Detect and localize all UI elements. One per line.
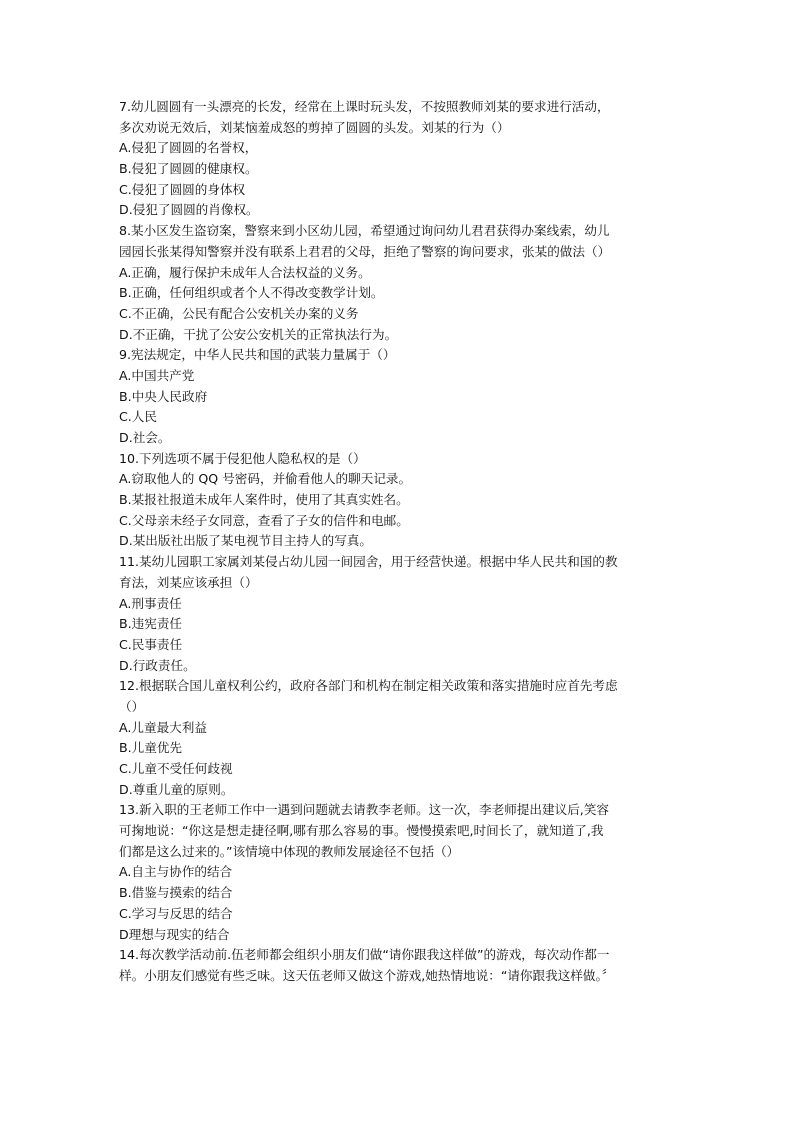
answer-option: B.违宪责任 [119,616,183,632]
question-stem-line: 8.某小区发生盗窃案，警察来到小区幼儿园，希望通过询问幼儿君君获得办案线索，幼儿 [119,223,610,239]
question-stem-line: 12.根据联合国儿童权利公约，政府各部门和机构在制定相关政策和落实措施时应首先考虑 [119,678,618,694]
question-stem-line: 13.新入职的王老师工作中一遇到问题就去请教李老师。这一次，李老师提出建议后,笑容 [119,802,610,818]
answer-option: A.窃取他人的 QQ 号密码，并偷看他人的聊天记录。 [119,471,412,487]
answer-option: C.人民 [119,409,157,425]
answer-option: D.尊重儿童的原则。 [119,781,234,797]
answer-option: B.某报社报道未成年人案件时，使用了其真实姓名。 [119,492,409,508]
answer-option: C.儿童不受任何歧视 [119,761,233,776]
answer-option: C.学习与反思的结合 [119,905,233,921]
answer-option: A.侵犯了圆圆的名誉权， [119,140,258,156]
exam-questions [119,97,679,987]
question-10 [119,449,679,552]
answer-option: C.不正确，公民有配合公安机关办案的义务 [119,305,359,321]
question-8 [119,221,679,345]
answer-option: C.侵犯了圆圆的身体权 [119,181,246,197]
answer-option: B.借鉴与摸索的结合 [119,885,233,901]
question-9 [119,345,679,448]
question-stem-line: 多次劝说无效后，刘某恼羞成怒的剪掉了圆圆的头发。刘某的行为（） [119,119,510,135]
question-12 [119,676,679,800]
question-stem-line: 14.每次教学活动前.伍老师都会组织小朋友们做“请你跟我这样做”的游戏，每次动作都一 [119,947,610,963]
answer-option: A.儿童最大利益 [119,719,207,735]
question-7 [119,97,679,221]
answer-option: A.中国共产党 [119,367,195,383]
answer-option: D.社会。 [119,430,171,445]
answer-option: D理想与现实的结合 [119,926,230,942]
question-stem-line: 7.幼儿圆圆有一头漂亮的长发，经常在上课时玩头发，不按照教师刘某的要求进行活动， [119,99,610,114]
answer-option: A.自主与协作的结合 [119,864,233,880]
question-14 [119,945,679,986]
question-11 [119,552,679,676]
question-stem-line: 园园长张某得知警察并没有联系上君君的父母，拒绝了警察的询问要求，张某的做法（） [119,243,611,259]
answer-option: B.中央人民政府 [119,388,208,404]
answer-option: C.父母亲未经子女同意，查看了子女的信件和电邮。 [119,512,409,528]
question-stem-line: （） [119,698,145,714]
question-stem-line: 9.宪法规定，中华人民共和国的武装力量属于（） [119,347,396,363]
question-stem-line: 11.某幼儿园职工家属刘某侵占幼儿园一间园舍，用于经营快递。根据中华人民共和国的教 [119,554,618,570]
question-stem-line: 们都是这么过来的。”该情境中体现的教师发展途径不包括（） [119,843,460,859]
answer-option: B.正确，任何组织或者个人不得改变教学计划。 [119,285,384,301]
answer-option: C.民事责任 [119,636,183,652]
question-13 [119,800,679,945]
answer-option: D.某出版社出版了某电视节目主持人的写真。 [119,533,372,549]
answer-option: D.行政责任。 [119,657,196,673]
question-stem-line: 10.下列选项不属于侵犯他人隐私权的是（） [119,450,366,466]
question-stem-line: 可掬地说：“你这是想走捷径啊,哪有那么容易的事。慢慢摸索吧,时间长了，就知道了,我 [119,823,604,839]
answer-option: B.儿童优先 [119,740,183,756]
answer-option: D.不正确，干扰了公安公安机关的正常执法行为。 [119,326,398,342]
question-stem-line: 样。小朋友们感觉有些乏味。这天伍老师又做这个游戏,她热情地说：“请你跟我这样做。〞 [119,967,615,983]
question-stem-line: 育法，刘某应该承担（） [119,574,258,590]
answer-option: A.正确，履行保护未成年人合法权益的义务。 [119,264,371,280]
answer-option: D.侵犯了圆圆的肖像权。 [119,202,259,218]
answer-option: B.侵犯了圆圆的健康权。 [119,161,258,177]
answer-option: A.刑事责任 [119,595,182,611]
